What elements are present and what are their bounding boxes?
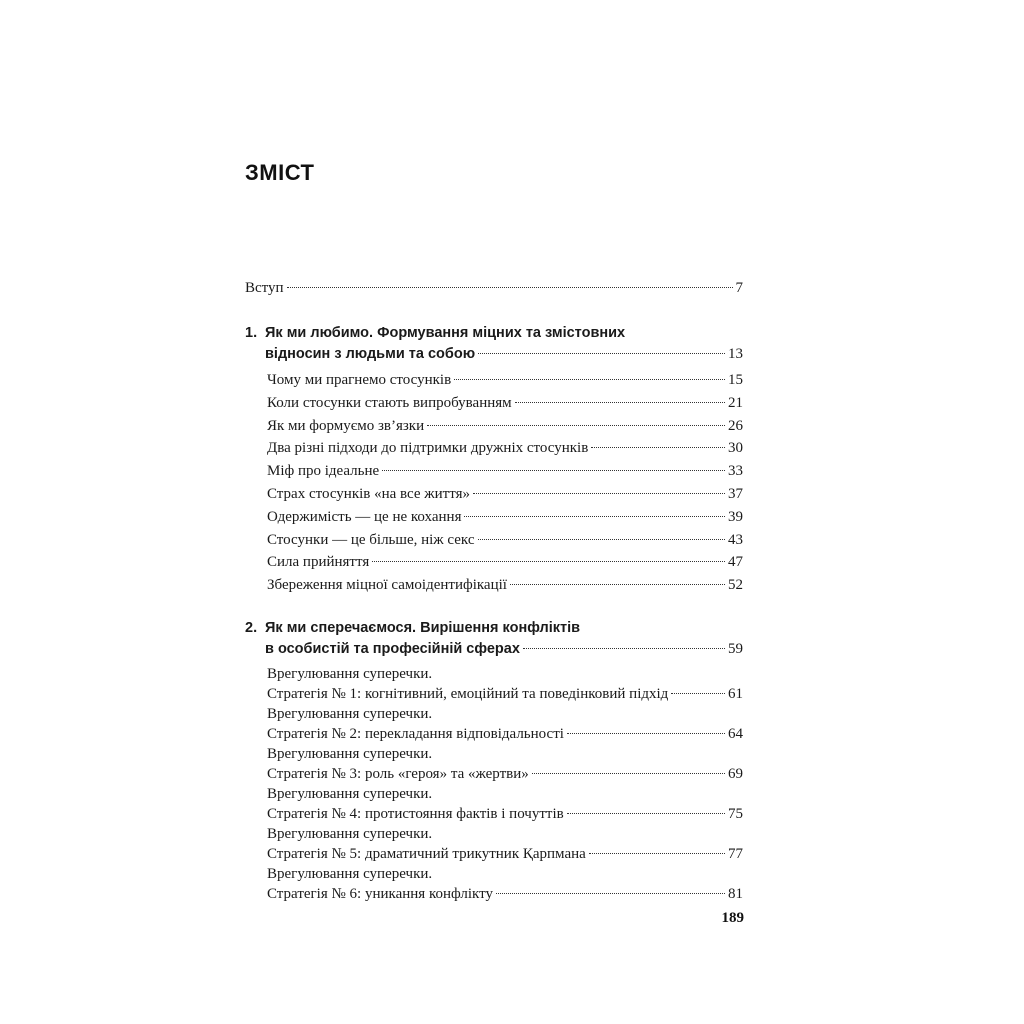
- toc-section[interactable]: [245, 530, 743, 551]
- toc-section[interactable]: [245, 438, 743, 459]
- section-title-line2: Стратегія № 1: когнітивний, емоційний та поведінковий підхід: [267, 686, 669, 703]
- chapter-title-line1: Як ми сперечаємося. Вирішення конфліктів: [265, 620, 581, 637]
- section-page: 33: [728, 463, 743, 480]
- toc-strategy-section[interactable]: [245, 865, 743, 905]
- dot-leader: [478, 539, 726, 540]
- toc-entry-intro[interactable]: [245, 278, 743, 299]
- chapter-heading-2[interactable]: [245, 618, 743, 660]
- dot-leader: [515, 402, 725, 403]
- section-title: Збереження міцної самоідентифікації: [267, 577, 507, 594]
- toc-entry-page: 7: [735, 280, 743, 296]
- section-page: 77: [728, 846, 743, 863]
- section-title: Страх стосунків «на все життя»: [267, 485, 470, 502]
- dot-leader: [523, 648, 725, 649]
- toc-strategy-section[interactable]: [245, 785, 743, 825]
- chapter-heading-1[interactable]: [245, 323, 743, 365]
- dot-leader: [496, 893, 725, 894]
- dot-leader: [382, 470, 725, 471]
- section-title-line1: Врегулювання суперечки.: [267, 706, 433, 723]
- section-title: Міф про ідеальне: [267, 463, 380, 480]
- table-of-contents: [245, 278, 743, 905]
- section-title-line1: Врегулювання суперечки.: [267, 826, 433, 843]
- toc-section[interactable]: [245, 393, 743, 414]
- dot-leader: [591, 447, 725, 448]
- dot-leader: [478, 353, 725, 354]
- section-page: 37: [728, 485, 743, 502]
- section-page: 15: [728, 372, 743, 388]
- section-page: 61: [728, 686, 743, 703]
- section-list: [245, 665, 743, 905]
- section-title: Коли стосунки стають випробуванням: [267, 394, 512, 411]
- section-title-line2: Стратегія № 2: перекладання відповідальності: [267, 726, 564, 743]
- section-title-line1: Врегулювання суперечки.: [267, 866, 433, 883]
- section-title-line2: Стратегія № 3: роль «героя» та «жертви»: [267, 766, 529, 783]
- toc-strategy-section[interactable]: [245, 825, 743, 865]
- section-title-line2: Стратегія № 5: драматичний трикутник Қарпмана: [267, 846, 586, 863]
- dot-leader: [589, 853, 725, 854]
- toc-section[interactable]: [245, 575, 743, 596]
- section-page: 64: [728, 726, 743, 743]
- chapter-title-line1: Як ми любимо. Формування міцних та змістовних: [265, 325, 626, 341]
- dot-leader: [473, 493, 725, 494]
- chapter-page: 59: [728, 641, 743, 658]
- dot-leader: [510, 584, 725, 585]
- section-title-line2: Стратегія № 4: протистояння фактів і почуттів: [267, 806, 564, 823]
- section-title: Стосунки — це більше, ніж секс: [267, 531, 475, 548]
- section-page: 75: [728, 806, 743, 823]
- dot-leader: [427, 425, 725, 426]
- dot-leader: [372, 561, 725, 562]
- toc-section[interactable]: [245, 416, 743, 437]
- toc-strategy-section[interactable]: [245, 745, 743, 785]
- section-page: 52: [728, 577, 743, 594]
- section-page: 43: [728, 531, 743, 548]
- toc-entry-title: Вступ: [245, 280, 284, 296]
- toc-section[interactable]: [245, 507, 743, 528]
- page-title: ЗМІСТ: [245, 160, 315, 185]
- page-number: 189: [721, 910, 744, 926]
- section-page: 21: [728, 394, 743, 411]
- dot-leader: [532, 773, 725, 774]
- section-title-line2: Стратегія № 6: уникання конфлікту: [267, 886, 493, 903]
- toc-strategy-section[interactable]: [245, 705, 743, 745]
- toc-section[interactable]: [245, 370, 743, 391]
- chapter-block-1: [245, 323, 743, 596]
- section-page: 81: [728, 886, 743, 903]
- dot-leader: [567, 813, 725, 814]
- chapter-block-2: [245, 618, 743, 905]
- section-title: Одержимість — це не кохання: [267, 508, 462, 525]
- section-title-line1: Врегулювання суперечки.: [267, 746, 433, 763]
- chapter-number: 2.: [245, 620, 258, 637]
- toc-section[interactable]: [245, 484, 743, 505]
- toc-section[interactable]: [245, 552, 743, 573]
- chapter-title-line2: відносин з людьми та собою: [265, 346, 476, 362]
- section-page: 47: [728, 554, 743, 571]
- chapter-title-line2: в особистій та професійній сферах: [265, 641, 520, 658]
- chapter-number: 1.: [245, 325, 258, 341]
- section-page: 30: [728, 440, 743, 457]
- toc-section[interactable]: [245, 461, 743, 482]
- section-title: Чому ми прагнемо стосунків: [267, 372, 452, 388]
- chapter-page: 13: [728, 346, 743, 362]
- section-list: [245, 370, 743, 596]
- dot-leader: [567, 733, 725, 734]
- section-title: Сила прийняття: [267, 554, 370, 571]
- section-title: Два різні підходи до підтримки дружніх стосунків: [267, 440, 589, 457]
- section-page: 39: [728, 508, 743, 525]
- dot-leader: [287, 287, 733, 288]
- dot-leader: [671, 693, 725, 694]
- section-page: 69: [728, 766, 743, 783]
- section-title-line1: Врегулювання суперечки.: [267, 666, 433, 683]
- toc-strategy-section[interactable]: [245, 665, 743, 705]
- dot-leader: [464, 516, 725, 517]
- section-title-line1: Врегулювання суперечки.: [267, 786, 433, 803]
- section-title: Як ми формуємо зв’язки: [267, 417, 425, 434]
- dot-leader: [454, 379, 725, 380]
- section-page: 26: [728, 417, 743, 434]
